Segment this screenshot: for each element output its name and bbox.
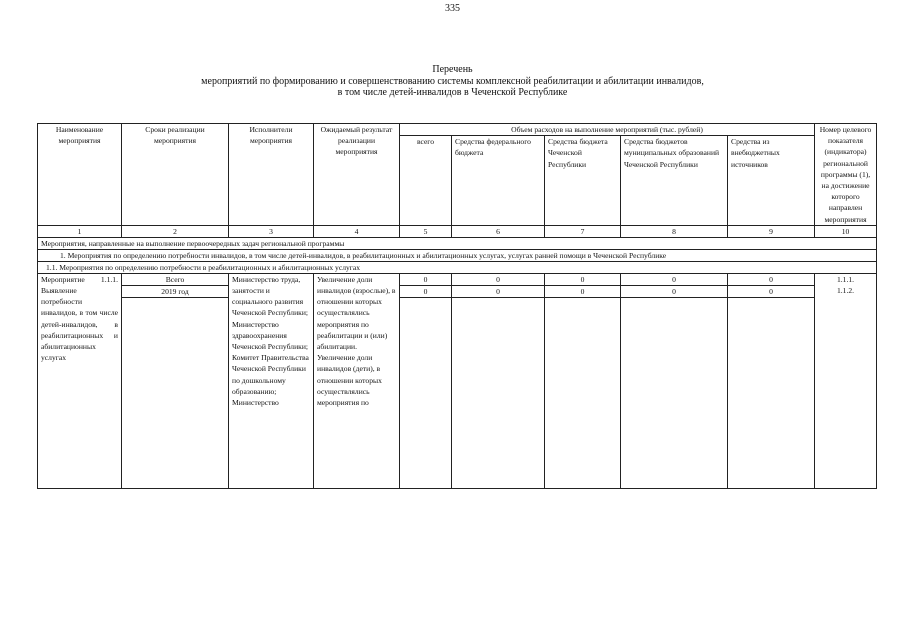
section-row-1-1 (38, 261, 877, 273)
title-line-2: мероприятий по формированию и совершенствованию системы комплексной реабилитации и абилитации инвалидов, (201, 75, 704, 87)
empty-cell (452, 298, 545, 489)
col-number: 9 (728, 225, 815, 237)
section-row-1 (38, 249, 877, 261)
col-number: 6 (452, 225, 545, 237)
value-municipal: 0 (621, 286, 728, 298)
col-number: 5 (400, 225, 452, 237)
col-number: 4 (314, 225, 400, 237)
value-federal: 0 (452, 273, 545, 285)
header-volume: Объем расходов на выполнение мероприятий (тыс. рублей) (400, 124, 815, 136)
value-regional: 0 (545, 286, 621, 298)
empty-cell (545, 298, 621, 489)
header-expected: Ожидаемый результат реализации мероприятия (314, 124, 400, 226)
empty-cell (621, 298, 728, 489)
section-heading: Мероприятия, направленные на выполнение первоочередных задач региональной программы (38, 237, 877, 249)
measures-table (37, 123, 877, 489)
empty-cell (728, 298, 815, 489)
value-extra: 0 (728, 286, 815, 298)
period-total: Всего (122, 273, 229, 285)
value-total: 0 (400, 286, 452, 298)
col-number: 3 (229, 225, 314, 237)
col-number: 8 (621, 225, 728, 237)
value-extra: 0 (728, 273, 815, 285)
value-regional: 0 (545, 273, 621, 285)
measure-expected: Увеличение доли инвалидов (взрослые), в отношении которых осуществлялись мероприятия по реабилитации и (или) абилитации. Увеличение доли инвалидов (дети), в отношении которых осуществлялись мероприятия по (314, 273, 400, 488)
document-title (0, 64, 905, 99)
header-row-1 (38, 124, 877, 136)
column-numbers-row (38, 225, 877, 237)
indicator-numbers: 1.1.1. 1.1.2. (815, 273, 877, 488)
header-indicator: Номер целевого показателя (индикатора) региональной программы (1), на достижение которого направлен мероприятия (815, 124, 877, 226)
header-total: всего (400, 136, 452, 226)
header-extra: Средства из внебюджетных источников (728, 136, 815, 226)
title-line-1: Перечень (432, 64, 473, 75)
section-heading-1-1: 1.1. Мероприятия по определению потребности в реабилитационных и абилитационных услугах (38, 261, 877, 273)
value-federal: 0 (452, 286, 545, 298)
header-municipal: Средства бюджетов муниципальных образований Чеченской Республики (621, 136, 728, 226)
header-executors: Исполнители мероприятия (229, 124, 314, 226)
value-municipal: 0 (621, 273, 728, 285)
col-number: 10 (815, 225, 877, 237)
measure-executors: Министерство труда, занятости и социального развития Чеченской Республики; Министерство здравоохранения Чеченской Республики; Комитет Правительства Чеченской Республики по дошкольному образованию; Министерство (229, 273, 314, 488)
header-terms: Сроки реализации мероприятия (122, 124, 229, 226)
section-row-0 (38, 237, 877, 249)
table-row (38, 298, 877, 489)
empty-cell (122, 298, 229, 489)
page-number: 335 (445, 3, 460, 14)
table-row (38, 286, 877, 298)
col-number: 1 (38, 225, 122, 237)
value-total: 0 (400, 273, 452, 285)
col-number: 7 (545, 225, 621, 237)
col-number: 2 (122, 225, 229, 237)
header-name: Наименование мероприятия (38, 124, 122, 226)
section-heading-1: 1. Мероприятия по определению потребности инвалидов, в том числе детей-инвалидов, в реабилитационных и абилитационных услугах, услугах ранней помощи в Чеченской Республике (38, 249, 877, 261)
title-line-3: в том числе детей-инвалидов в Чеченской Республике (337, 87, 568, 98)
period-year: 2019 год (122, 286, 229, 298)
header-federal: Средства федерального бюджета (452, 136, 545, 226)
table-row (38, 273, 877, 285)
header-regional: Средства бюджета Чеченской Республики (545, 136, 621, 226)
measure-name: Мероприятие 1.1.1. Выявление потребности инвалидов, в том числе детей-инвалидов, в реабилитационных и абилитационных услугах (38, 273, 122, 488)
empty-cell (400, 298, 452, 489)
